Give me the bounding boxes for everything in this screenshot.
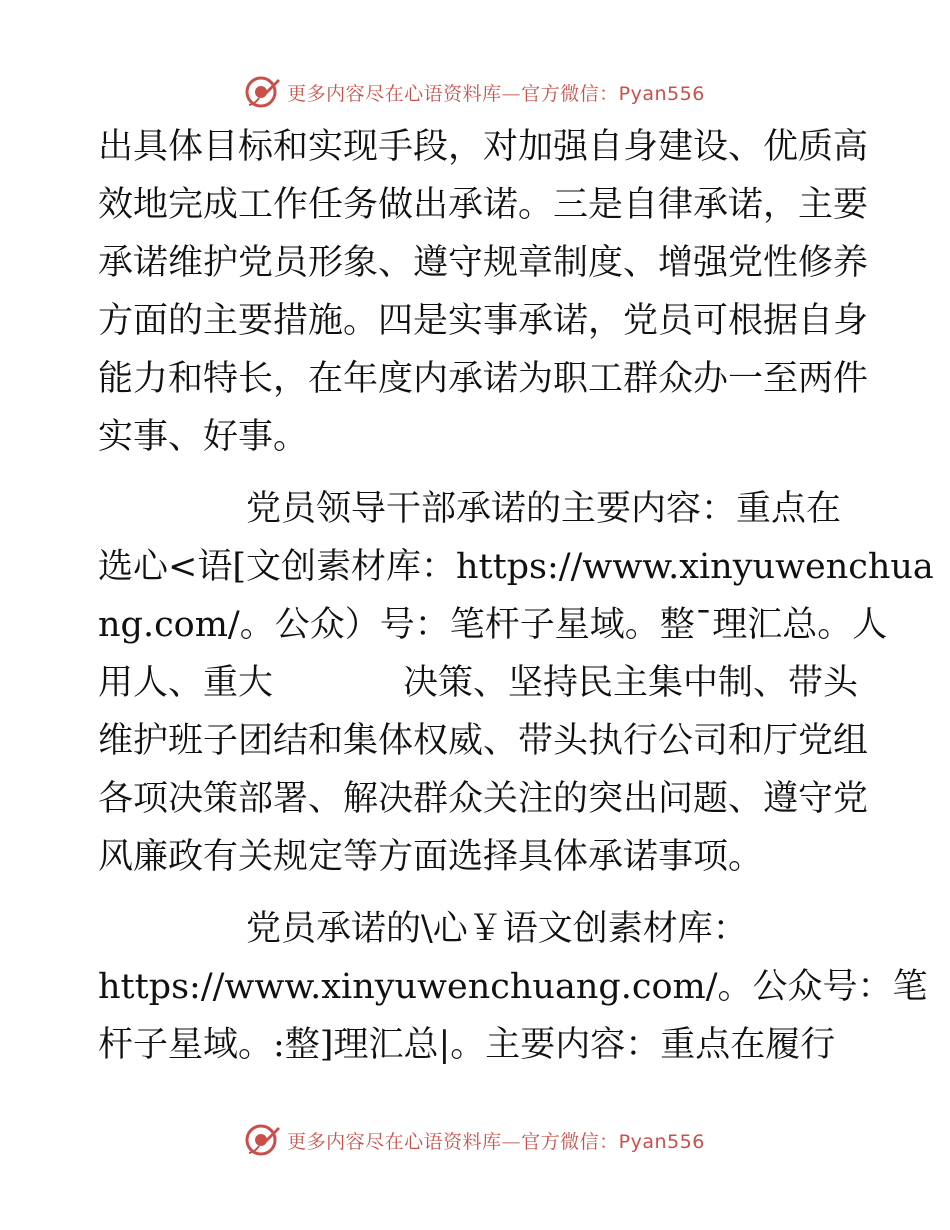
- paragraph-2-line-5: 维护班子团结和集体权威、带头执行公司和厅党组: [98, 721, 869, 761]
- paragraph-1-line-4: 方面的主要措施。四是实事承诺，党员可根据自身: [98, 301, 869, 341]
- paragraph-3: [98, 900, 928, 1074]
- paragraph-2-line-4: [98, 654, 859, 712]
- paragraph-3-line-3: 杆子星域。:整]理汇总|。主要内容：重点在履行: [98, 1025, 836, 1065]
- paragraph-2-line-3: ng.com/。公众）号：笔杆子星域。整¯理汇总。人: [98, 605, 888, 645]
- paragraph-1-line-1: 出具体目标和实现手段，对加强自身建设、优质高: [98, 127, 869, 167]
- footer-banner-wechat: 官方微信：Pyan556: [521, 1130, 705, 1153]
- pen-logo-icon: [245, 1122, 281, 1158]
- paragraph-3-line-1: 党员承诺的\心￥语文创素材库：: [246, 909, 748, 949]
- paragraph-1-line-2: 效地完成工作任务做出承诺。三是自律承诺，主要: [98, 185, 869, 225]
- paragraph-2-line-2-text: 选心<语[文创素材库：https://www.xinyuwenchua: [98, 547, 934, 587]
- header-banner: [0, 70, 950, 114]
- paragraph-1-line-6: 实事、好事。: [98, 417, 309, 457]
- paragraph-2-line-2: [98, 538, 934, 596]
- paragraph-3-line-2: https://www.xinyuwenchuang.com/。公众号：笔: [98, 967, 928, 1007]
- paragraph-2-line-4-part-a: 用人、重大: [98, 663, 274, 703]
- header-banner-wechat: 官方微信：Pyan556: [521, 82, 705, 105]
- paragraph-2-line-4-part-b: 决策、坚持民主集中制、带头: [403, 663, 859, 703]
- document-body: [98, 118, 934, 1074]
- paragraph-2: [98, 480, 934, 886]
- header-banner-main: 更多内容尽在心语资料库: [287, 82, 502, 105]
- footer-banner-main: 更多内容尽在心语资料库: [287, 1130, 502, 1153]
- paragraph-2-line-6: 各项决策部署、解决群众关注的突出问题、遵守党: [98, 779, 869, 819]
- paragraph-1-line-3: 承诺维护党员形象、遵守规章制度、增强党性修养: [98, 243, 869, 283]
- footer-banner-separator: —: [501, 1130, 522, 1153]
- footer-banner-text: [287, 1127, 705, 1154]
- header-banner-separator: —: [501, 82, 522, 105]
- paragraph-2-line-1: 党员领导干部承诺的主要内容：重点在: [246, 489, 842, 529]
- paragraph-1-line-5: 能力和特长，在年度内承诺为职工群众办一至两件: [98, 359, 869, 399]
- pen-logo-icon: [245, 74, 281, 110]
- footer-banner: [0, 1118, 950, 1162]
- header-banner-text: [287, 79, 705, 106]
- paragraph-1: [98, 118, 869, 466]
- paragraph-2-line-7: 风廉政有关规定等方面选择具体承诺事项。: [98, 837, 764, 877]
